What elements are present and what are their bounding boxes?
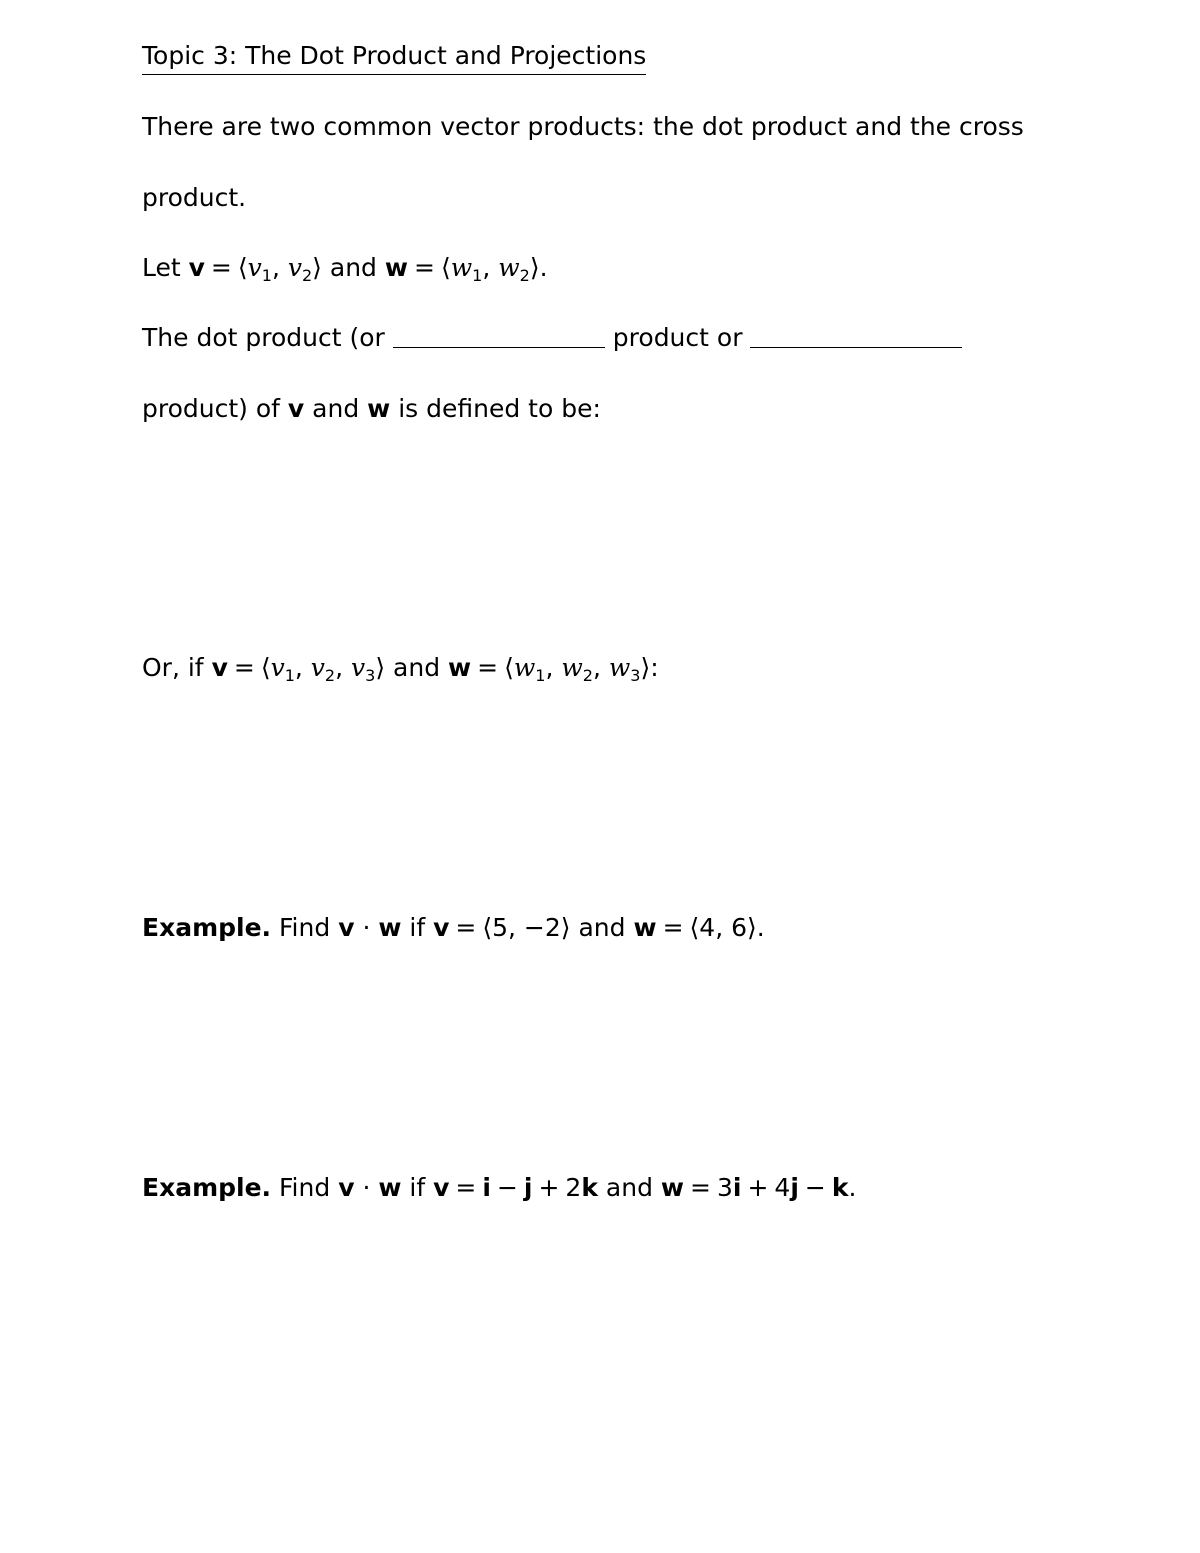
dot-product-definition-line-2: product) of v and w is defined to be:: [142, 394, 601, 423]
example-2: Example. Find v · w if v = i − j + 2k and w = 3i + 4j − k.: [142, 1173, 857, 1202]
three-dimensional-case: Or, if $v = ⟨v_1$, $v_2$, $v_3⟩$ and $w = ⟨w_1$, $w_2$, $w_3⟩$:: [142, 653, 659, 685]
let-definition: Let $v = ⟨v_1$, $v_2⟩$ and $w = ⟨w_1$, $w_2⟩$.: [142, 253, 548, 285]
intro-line-1: There are two common vector products: the dot product and the cross: [142, 112, 1024, 141]
dot-product-definition-line-1: The dot product (or product or: [142, 322, 970, 354]
example-1: Example. Find v · w if v = ⟨5, −2⟩ and w = ⟨4, 6⟩.: [142, 913, 765, 942]
intro-line-2: product.: [142, 183, 247, 212]
example-label: Example.: [142, 913, 272, 942]
vector-v: v: [188, 253, 205, 282]
example-label: Example.: [142, 1173, 272, 1202]
vector-w: w: [384, 253, 408, 282]
fill-in-blank-2[interactable]: [750, 325, 962, 348]
page-title: Topic 3: The Dot Product and Projections: [142, 40, 646, 75]
fill-in-blank-1[interactable]: [393, 325, 605, 348]
